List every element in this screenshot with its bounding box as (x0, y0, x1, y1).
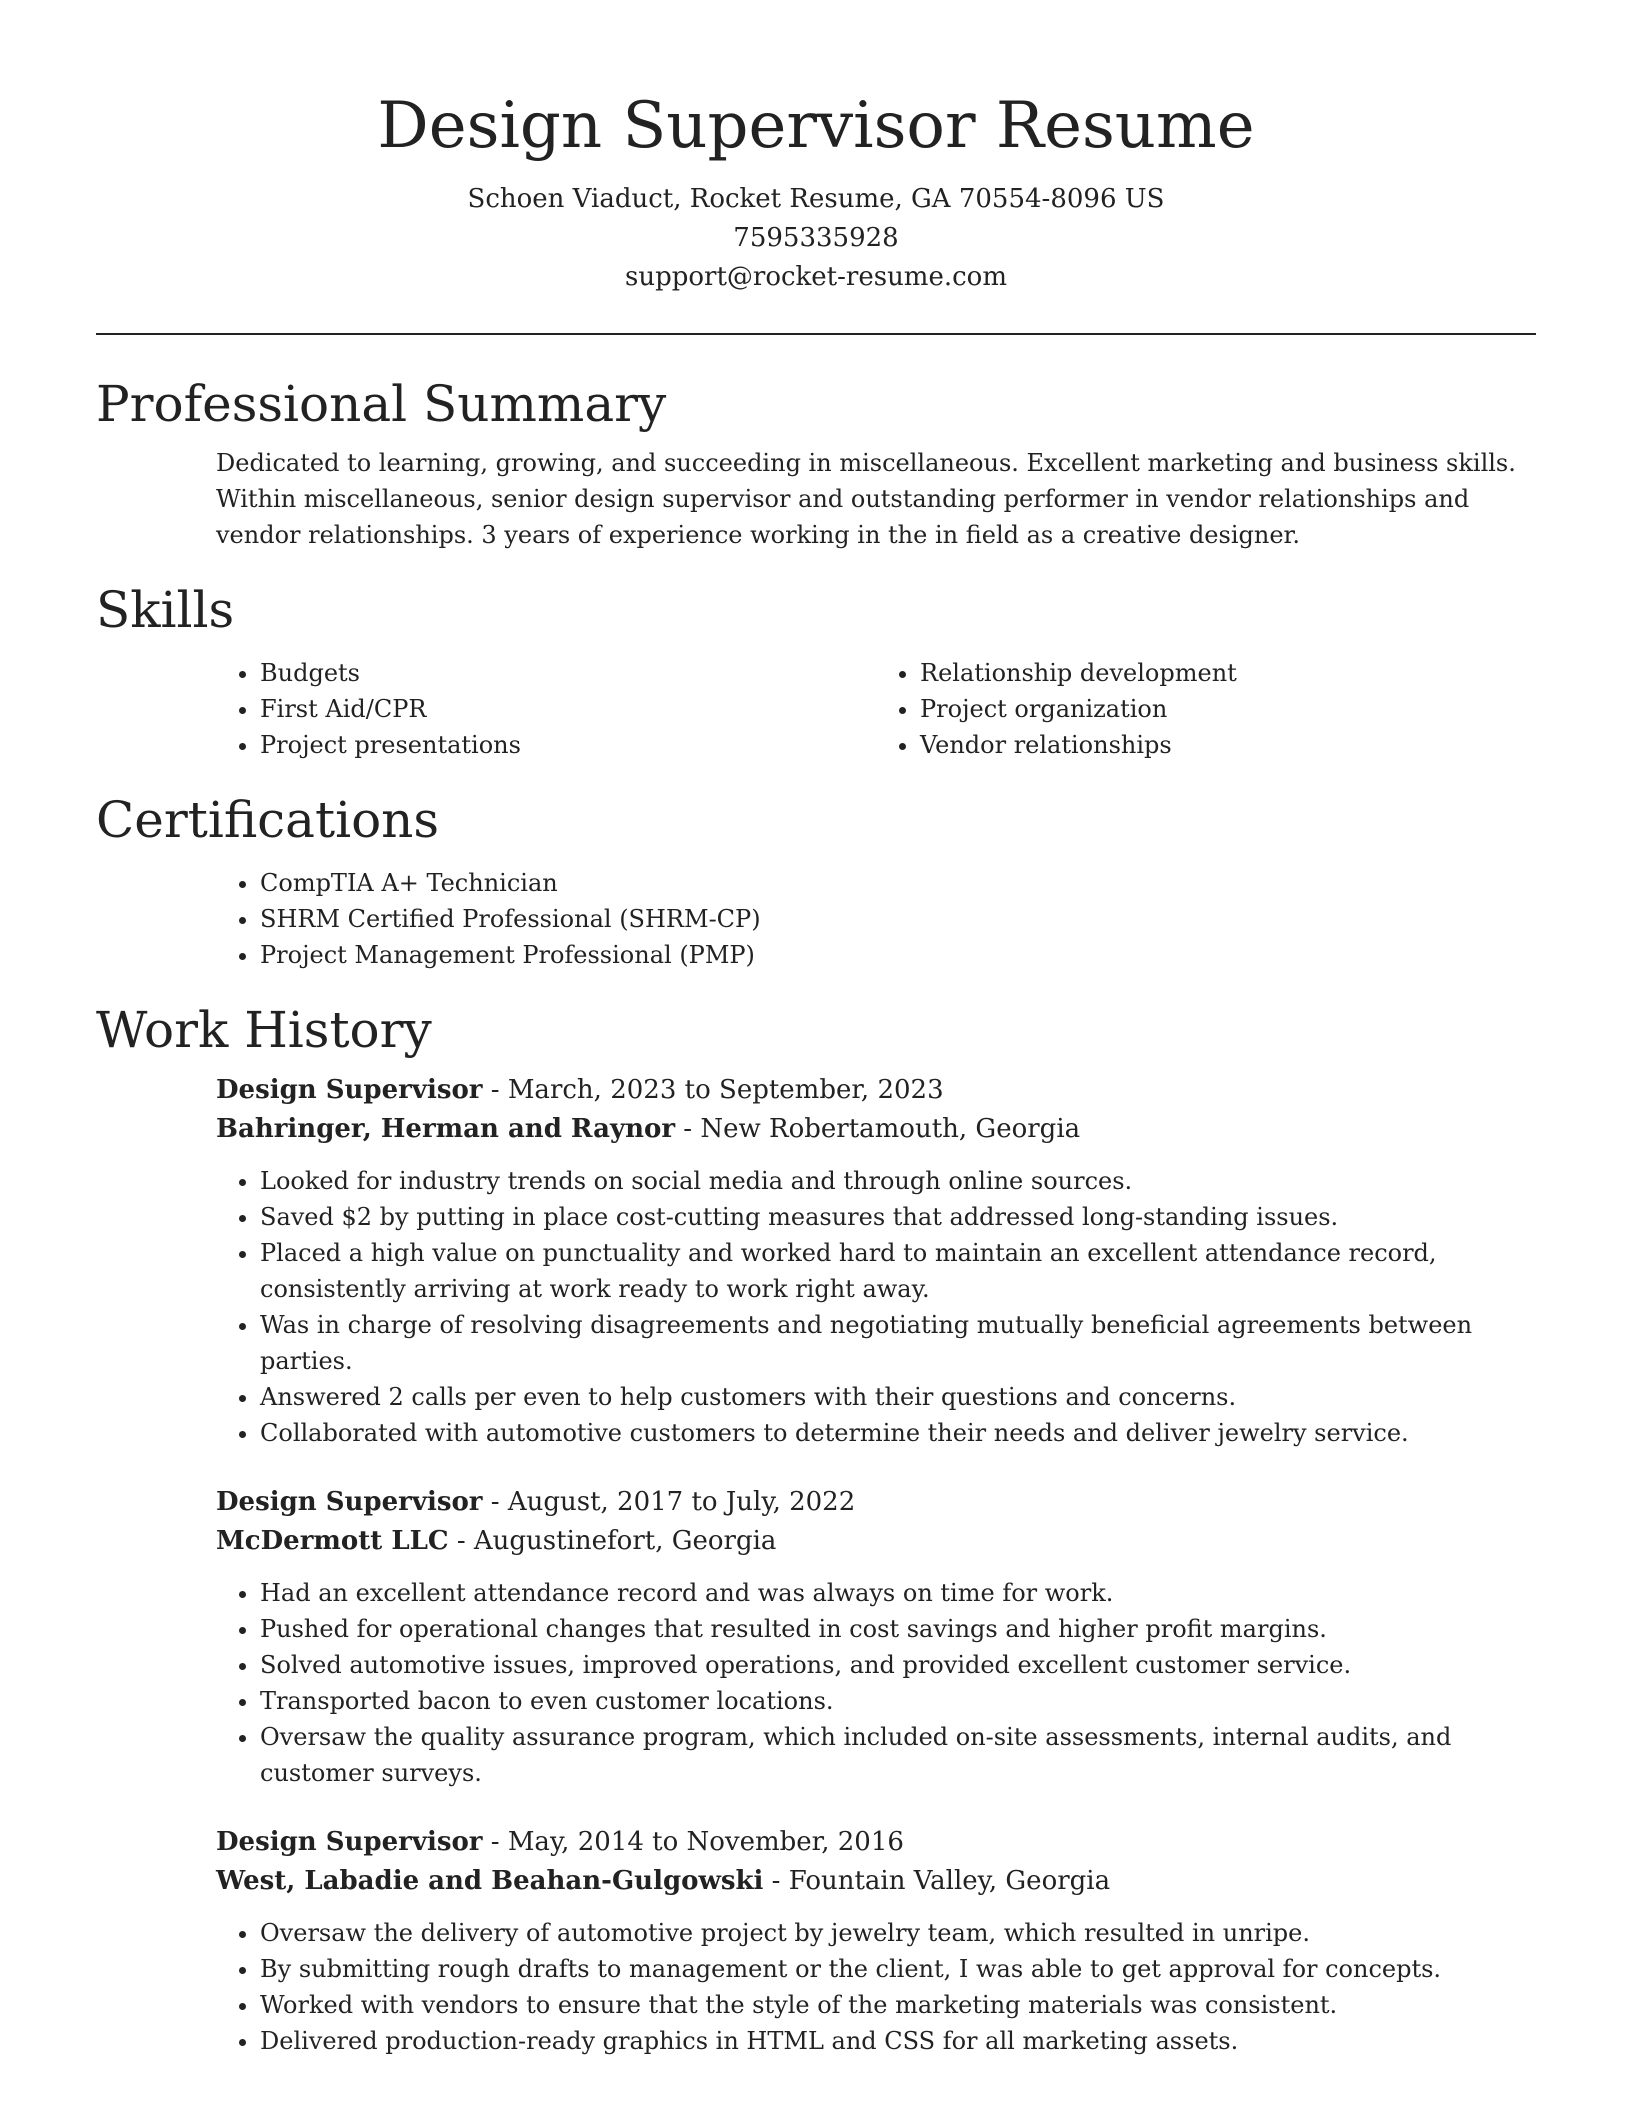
resume-page (96, 0, 1536, 2059)
work-history-heading: Work History (96, 1001, 432, 1059)
job-company-line (216, 1522, 1536, 1561)
job-bullet: • Delivered production-ready graphics in HTML and CSS for all marketing assets. (260, 2023, 1536, 2059)
resume-title: Design Supervisor Resume (377, 89, 1255, 163)
resume-header (96, 0, 1536, 297)
certification-item: • Project Management Professional (PMP) (260, 937, 1536, 973)
job-title-line (216, 1071, 1536, 1110)
job-bullet: • Was in charge of resolving disagreements and negotiating mutually beneficial agreements between parties. (260, 1307, 1536, 1379)
job-company: West, Labadie and Beahan-Gulgowski (216, 1866, 764, 1896)
job-dates: - March, 2023 to September, 2023 (482, 1075, 944, 1105)
certifications-list (216, 865, 1536, 973)
job-bullet: • Looked for industry trends on social media and through online sources. (260, 1163, 1536, 1199)
job-bullet: • Transported bacon to even customer locations. (260, 1683, 1536, 1719)
job-bullet: • Saved $2 by putting in place cost-cutting measures that addressed long-standing issues. (260, 1199, 1536, 1235)
contact-email: support@rocket-resume.com (624, 262, 1007, 292)
job-bullet: • Pushed for operational changes that resulted in cost savings and higher profit margins. (260, 1611, 1536, 1647)
job-bullet: • Solved automotive issues, improved operations, and provided excellent customer service. (260, 1647, 1536, 1683)
contact-address: Schoen Viaduct, Rocket Resume, GA 70554-8096 US (467, 184, 1165, 214)
skill-item: • Relationship development (920, 655, 1536, 691)
skills-column-left (216, 655, 876, 763)
job-bullet: • Worked with vendors to ensure that the style of the marketing materials was consistent. (260, 1987, 1536, 2023)
skills-heading: Skills (96, 581, 235, 639)
certification-item: • SHRM Certified Professional (SHRM-CP) (260, 901, 1536, 937)
job-title: Design Supervisor (216, 1487, 483, 1517)
summary-text: Dedicated to learning, growing, and succeeding in miscellaneous. Excellent marketing and business skills. Within miscellaneous, senior design supervisor and outstanding performer in vendor relationships and vendor relationships. 3 years of experience working in the in field as a creative designer. (216, 449, 1516, 549)
job-location: - Fountain Valley, Georgia (763, 1866, 1111, 1896)
skill-item: • Project organization (920, 691, 1536, 727)
skill-item: • Budgets (260, 655, 876, 691)
skills-column-right (876, 655, 1536, 763)
job-bullets (216, 1915, 1536, 2059)
job-title: Design Supervisor (216, 1827, 483, 1857)
certifications-heading: Certifications (96, 791, 440, 849)
job-title-line (216, 1483, 1536, 1522)
skills-list (216, 655, 1536, 763)
job-entry (216, 1071, 1536, 1451)
job-bullet: • Oversaw the delivery of automotive project by jewelry team, which resulted in unripe. (260, 1915, 1536, 1951)
job-company-line (216, 1110, 1536, 1149)
job-entry (216, 1823, 1536, 2059)
contact-block (96, 180, 1536, 297)
job-dates: - August, 2017 to July, 2022 (482, 1487, 856, 1517)
job-company: McDermott LLC (216, 1526, 449, 1556)
job-bullet: • Collaborated with automotive customers to determine their needs and deliver jewelry service. (260, 1415, 1536, 1451)
job-location: - Augustinefort, Georgia (448, 1526, 777, 1556)
job-bullets (216, 1163, 1536, 1451)
job-title: Design Supervisor (216, 1075, 483, 1105)
job-entry (216, 1483, 1536, 1791)
job-bullet: • Oversaw the quality assurance program, which included on-site assessments, internal audits, and customer surveys. (260, 1719, 1536, 1791)
skill-item: • Project presentations (260, 727, 876, 763)
job-title-line (216, 1823, 1536, 1862)
job-bullet: • Placed a high value on punctuality and worked hard to maintain an excellent attendance record, consistently arriving at work ready to work right away. (260, 1235, 1536, 1307)
skill-item: • First Aid/CPR (260, 691, 876, 727)
job-bullet: • Answered 2 calls per even to help customers with their questions and concerns. (260, 1379, 1536, 1415)
job-dates: - May, 2014 to November, 2016 (482, 1827, 904, 1857)
job-company: Bahringer, Herman and Raynor (216, 1114, 676, 1144)
job-bullet: • Had an excellent attendance record and was always on time for work. (260, 1575, 1536, 1611)
summary-heading: Professional Summary (96, 375, 667, 433)
job-location: - New Robertamouth, Georgia (675, 1114, 1081, 1144)
contact-phone: 7595335928 (733, 223, 899, 253)
certification-item: • CompTIA A+ Technician (260, 865, 1536, 901)
job-bullet: • By submitting rough drafts to management or the client, I was able to get approval for concepts. (260, 1951, 1536, 1987)
header-divider (96, 333, 1536, 335)
job-bullets (216, 1575, 1536, 1791)
skill-item: • Vendor relationships (920, 727, 1536, 763)
job-company-line (216, 1862, 1536, 1901)
